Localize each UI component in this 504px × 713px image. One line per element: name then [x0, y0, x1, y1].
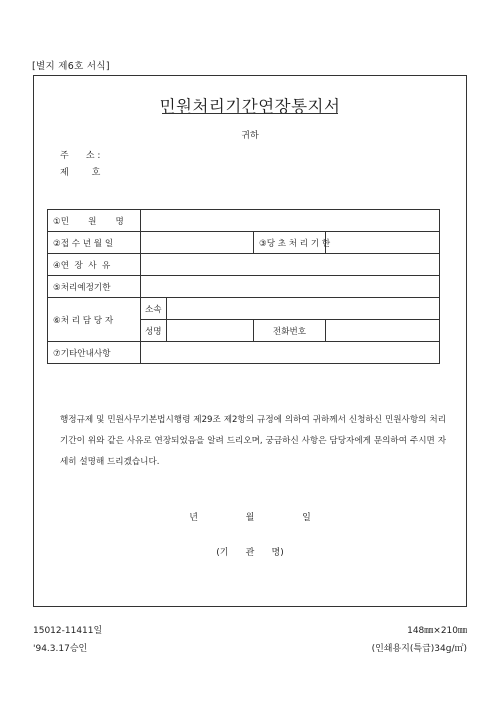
department-label: 소속 — [141, 298, 167, 320]
table-row — [48, 276, 440, 298]
other-info-field[interactable] — [141, 342, 440, 364]
table-row — [48, 232, 440, 254]
name-label: 제 호 — [60, 168, 101, 178]
handler-label: ⑥처 리 담 당 자 — [48, 298, 141, 342]
extension-reason-field[interactable] — [141, 254, 440, 276]
date-day: 일 — [302, 513, 311, 523]
form-reference: [별지 제6호 서식] — [32, 61, 110, 72]
form-code: 15012-11411일 — [33, 626, 103, 636]
other-info-label: ⑦기타안내사항 — [48, 342, 141, 364]
document-title: 민원처리기간연장통지서 — [159, 97, 341, 116]
table-row — [48, 210, 440, 232]
address-label: 주 소 : — [60, 151, 101, 161]
petition-name-label: ①민 원 명 — [48, 210, 141, 232]
date-year: 년 — [189, 513, 198, 523]
paper-spec: (인쇄용지(특급)34g/㎡) — [371, 644, 467, 654]
expected-date-field[interactable] — [141, 276, 440, 298]
original-deadline-label: ③당 초 처 리 기 한 — [254, 232, 326, 254]
table-row — [48, 342, 440, 364]
phone-field[interactable] — [326, 320, 440, 342]
date-line — [33, 510, 467, 523]
date-month: 월 — [245, 513, 255, 523]
notice-body-text: 행정규제 및 민원사무기본법시행령 제29조 제2항의 규정에 의하여 귀하께서 신청하신 민원사항의 처리기간이 위와 같은 사유로 연장되었음을 알려 드리오며, 궁금하신 사항은 담당자에게 문의하여 주시면 자세히 설명해 드리겠습니다. — [60, 415, 446, 467]
table-row — [48, 298, 440, 320]
organization-name: (기 관 명) — [216, 548, 284, 558]
petition-name-field[interactable] — [141, 210, 440, 232]
person-name-label: 성명 — [141, 320, 167, 342]
extension-reason-label: ④연 장 사 유 — [48, 254, 141, 276]
phone-label: 전화번호 — [254, 320, 326, 342]
expected-date-label: ⑤처리예정기한 — [48, 276, 141, 298]
receipt-date-field[interactable] — [141, 232, 254, 254]
petition-info-table — [47, 209, 440, 364]
approval-date: '94.3.17승인 — [33, 644, 88, 654]
person-name-field[interactable] — [167, 320, 254, 342]
department-field[interactable] — [167, 298, 440, 320]
paper-size: 148㎜×210㎜ — [407, 626, 467, 636]
table-row — [48, 254, 440, 276]
recipient-suffix: 귀하 — [241, 131, 259, 141]
title-underline — [162, 113, 338, 114]
original-deadline-field[interactable] — [326, 232, 440, 254]
receipt-date-label: ②접 수 년 월 일 — [48, 232, 141, 254]
